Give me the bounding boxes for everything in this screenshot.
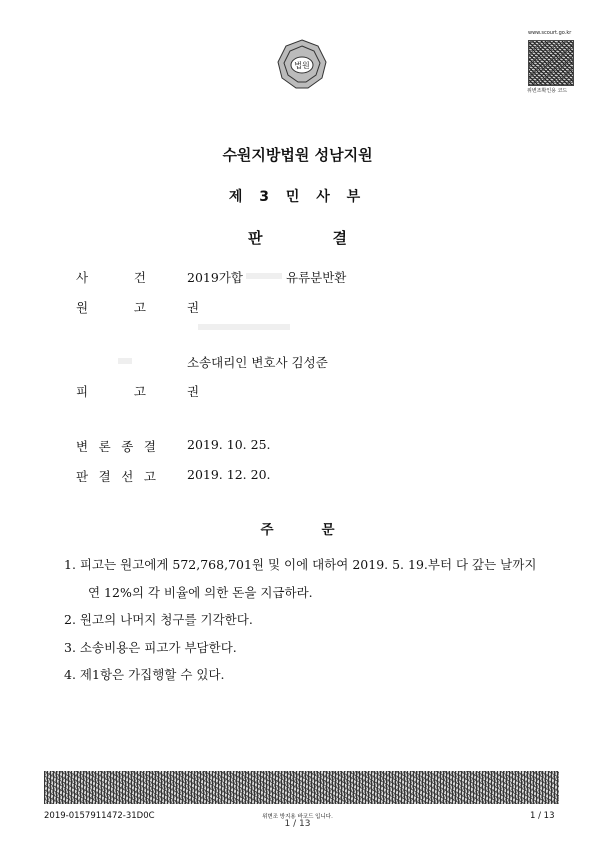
title-char: 결 xyxy=(332,229,347,247)
order-item xyxy=(64,638,237,656)
label-char: 결 xyxy=(98,469,111,484)
item-number: 4. xyxy=(64,667,76,682)
order-item-continuation: 연 12%의 각 비율에 의한 돈을 지급하라. xyxy=(88,585,313,600)
document-id: 2019-0157911472-31D0C xyxy=(44,811,155,821)
case-label xyxy=(76,268,146,286)
item-text: 소송비용은 피고가 부담한다. xyxy=(79,640,237,655)
plaintiff-name: 권 xyxy=(187,300,200,315)
ruling-date: 2019. 12. 20. xyxy=(187,467,271,482)
title-char: 판 xyxy=(248,229,263,247)
item-text: 피고는 원고에게 572,768,701원 및 이에 대하여 2019. 5. 19.부터 다 갚는 날까지 xyxy=(79,557,537,572)
order-title xyxy=(0,518,595,538)
order-item xyxy=(64,555,536,573)
closing-label xyxy=(76,437,156,455)
order-item xyxy=(64,665,225,683)
court-name: 수원지방법원 성남지원 xyxy=(222,146,373,164)
order-title-char: 문 xyxy=(321,522,335,538)
emblem-text: 법원 xyxy=(294,61,310,70)
label-char: 판 xyxy=(76,469,89,484)
case-number: 2019가합 xyxy=(187,270,243,285)
item-number: 3. xyxy=(64,640,76,655)
item-number: 1. xyxy=(64,557,76,572)
division-name: 제 3 민 사 부 xyxy=(228,189,367,205)
page-number: 1 / 13 xyxy=(530,811,555,821)
qr-url: www.scourt.go.kr xyxy=(528,30,572,36)
page-number-center: 1 / 13 xyxy=(284,819,311,829)
label-char: 고 xyxy=(133,300,146,315)
item-number: 2. xyxy=(64,612,76,627)
defendant-label xyxy=(76,382,146,400)
court-emblem-icon xyxy=(276,38,328,90)
label-char: 변 xyxy=(76,439,89,454)
qr-caption: 위변조확인용 코드 xyxy=(527,88,568,94)
barcode-note: 위변조 방지용 바코드 입니다. xyxy=(262,814,333,820)
label-char: 고 xyxy=(143,469,156,484)
order-item xyxy=(64,610,253,628)
defendant-name: 권 xyxy=(187,384,200,399)
label-char: 선 xyxy=(121,469,134,484)
verification-qr-code xyxy=(528,40,574,86)
label-char: 결 xyxy=(143,439,156,454)
order-title-char: 주 xyxy=(260,522,274,538)
case-name: 유류분반환 xyxy=(286,270,347,285)
plaintiff-label xyxy=(76,298,146,316)
label-char: 사 xyxy=(76,270,89,285)
redaction xyxy=(246,273,282,279)
counsel: 소송대리인 변호사 김성준 xyxy=(187,355,328,370)
anti-forgery-barcode xyxy=(44,771,559,804)
label-char: 론 xyxy=(98,439,111,454)
label-char: 종 xyxy=(121,439,134,454)
closing-date: 2019. 10. 25. xyxy=(187,437,271,452)
redaction xyxy=(198,324,290,330)
label-char: 건 xyxy=(133,270,146,285)
document-title xyxy=(0,227,595,248)
label-char: 원 xyxy=(76,300,89,315)
label-char: 고 xyxy=(133,384,146,399)
ruling-label xyxy=(76,467,156,485)
item-text: 제1항은 가집행할 수 있다. xyxy=(79,667,225,682)
label-char: 피 xyxy=(76,384,89,399)
item-text: 원고의 나머지 청구를 기각한다. xyxy=(79,612,253,627)
redaction xyxy=(118,358,132,364)
